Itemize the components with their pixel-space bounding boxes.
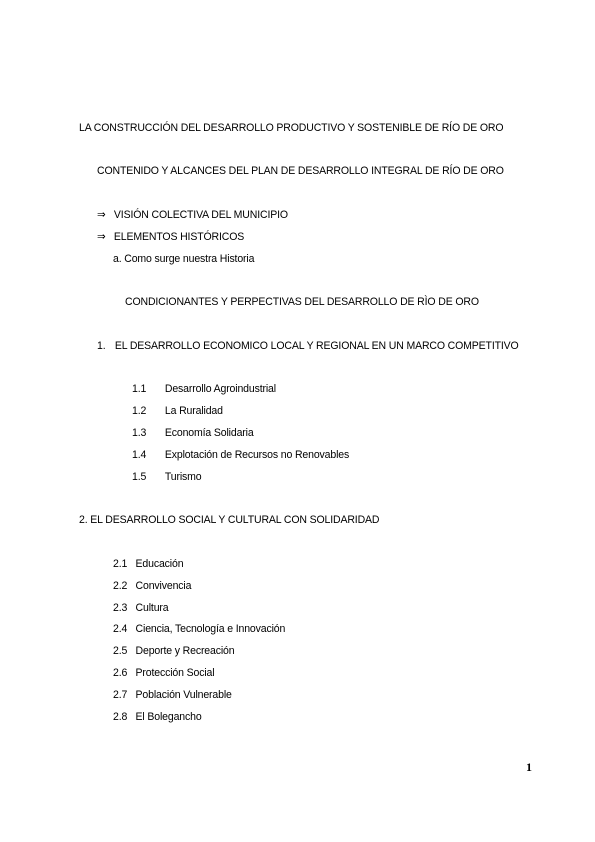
list-item	[113, 666, 214, 680]
item-number: 2.3	[113, 602, 128, 614]
item-label: El Bolegancho	[135, 711, 202, 723]
item-number: 1.4	[132, 449, 147, 461]
item-label: Deporte y Recreación	[135, 645, 235, 657]
page-number: 1	[526, 760, 532, 774]
main-title: LA CONSTRUCCIÓN DEL DESARROLLO PRODUCTIVO Y SOSTENIBLE DE RÍO DE ORO	[79, 122, 504, 134]
list-item	[132, 382, 276, 396]
arrow-item-historicos	[97, 230, 244, 244]
item-label: Ciencia, Tecnología e Innovación	[135, 623, 286, 635]
item-number: 2.6	[113, 667, 128, 679]
item-label: Cultura	[135, 602, 169, 614]
section1-heading	[97, 339, 519, 353]
item-label: La Ruralidad	[164, 405, 223, 417]
sub-item-historia: a. Como surge nuestra Historia	[113, 253, 255, 265]
item-number: 2.5	[113, 645, 128, 657]
list-item	[132, 404, 223, 418]
section1-title: EL DESARROLLO ECONOMICO LOCAL Y REGIONAL EN UN MARCO COMPETITIVO	[114, 340, 519, 352]
list-item	[113, 579, 191, 593]
section1-number: 1.	[97, 340, 106, 352]
item-number: 1.2	[132, 405, 147, 417]
section2-heading: 2. EL DESARROLLO SOCIAL Y CULTURAL CON SOLIDARIDAD	[79, 514, 380, 526]
item-label: Explotación de Recursos no Renovables	[164, 449, 350, 461]
list-item	[113, 688, 232, 702]
list-item	[132, 470, 202, 484]
item-number: 2.8	[113, 711, 128, 723]
item-label: Convivencia	[135, 580, 192, 592]
list-item	[132, 448, 349, 462]
double-arrow-right-icon: ⇒	[97, 230, 106, 243]
item-label: Desarrollo Agroindustrial	[164, 383, 276, 395]
list-item	[113, 601, 168, 615]
item-label: Turismo	[164, 471, 202, 483]
list-item	[132, 426, 254, 440]
item-label: Economía Solidaria	[164, 427, 254, 439]
arrow-item-vision	[97, 208, 288, 222]
item-label: Educación	[135, 558, 184, 570]
conditions-heading: CONDICIONANTES Y PERPECTIVAS DEL DESARROLLO DE RÌO DE ORO	[125, 296, 479, 308]
double-arrow-right-icon: ⇒	[97, 208, 106, 221]
contents-heading: CONTENIDO Y ALCANCES DEL PLAN DE DESARROLLO INTEGRAL DE RÍO DE ORO	[97, 165, 504, 177]
item-number: 1.5	[132, 471, 147, 483]
item-label: Protección Social	[135, 667, 215, 679]
item-number: 2.1	[113, 558, 128, 570]
list-item	[113, 710, 202, 724]
item-label: Población Vulnerable	[135, 689, 232, 701]
arrow-item-label: VISIÓN COLECTIVA DEL MUNICIPIO	[113, 209, 288, 221]
list-item	[113, 622, 285, 636]
list-item	[113, 557, 183, 571]
list-item	[113, 644, 234, 658]
item-number: 2.7	[113, 689, 128, 701]
arrow-item-label: ELEMENTOS HISTÓRICOS	[113, 231, 245, 243]
item-number: 2.4	[113, 623, 128, 635]
item-number: 2.2	[113, 580, 128, 592]
item-number: 1.3	[132, 427, 147, 439]
item-number: 1.1	[132, 383, 147, 395]
